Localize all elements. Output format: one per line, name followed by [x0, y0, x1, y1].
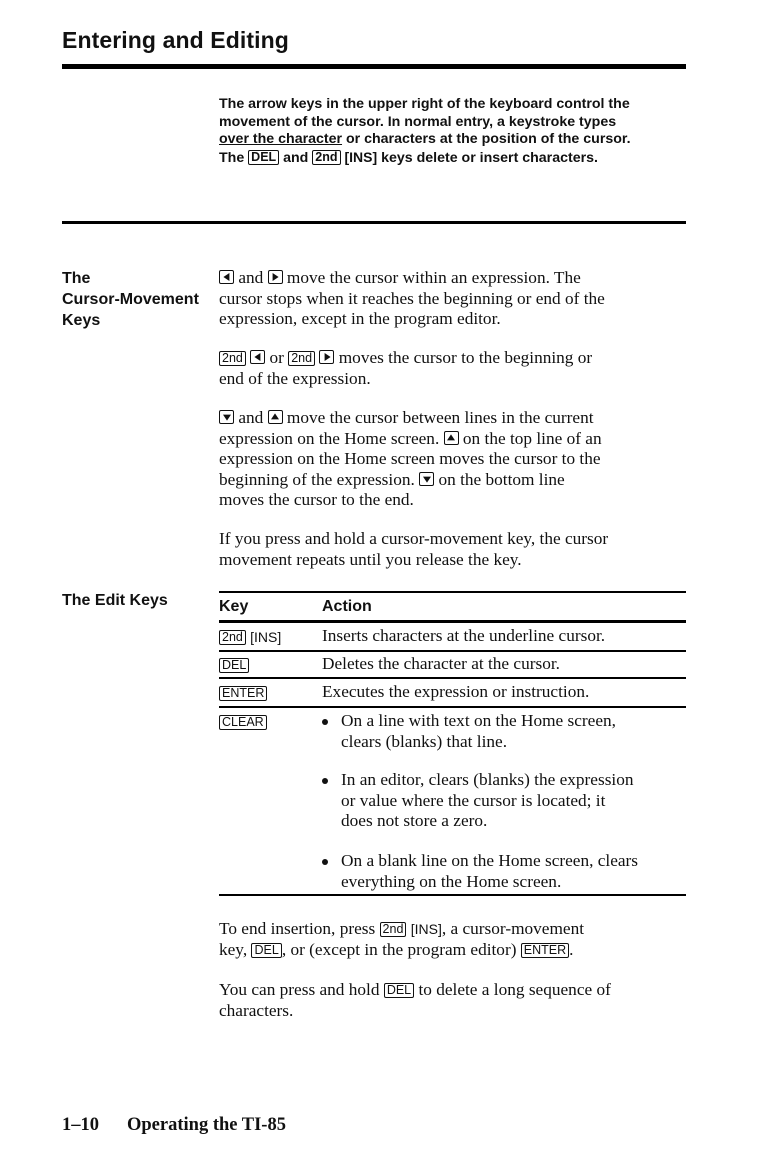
intro-line: movement of the cursor. In normal entry, a keystroke types	[219, 113, 617, 130]
cursor-paragraph-1	[219, 268, 691, 330]
page-number: 1–10	[62, 1115, 99, 1135]
text: everything on the Home screen.	[341, 871, 562, 891]
down-arrow-key-icon	[219, 410, 234, 424]
text-line: cursor stops when it reaches the beginning or end of the	[219, 288, 605, 308]
text-line	[219, 980, 691, 1001]
edit-section-title: The Edit Keys	[62, 592, 168, 609]
end-insertion-paragraph	[219, 919, 691, 960]
list-item	[322, 770, 692, 832]
ins-label: [INS]	[410, 921, 442, 937]
second-key-icon: 2nd	[312, 150, 340, 165]
text: To end insertion, press	[219, 919, 380, 938]
table-header-action: Action	[322, 598, 372, 615]
text: You can press and hold	[219, 980, 384, 999]
table-row-action: Deletes the character at the cursor.	[322, 654, 560, 673]
text-line: If you press and hold a cursor-movement key, the cursor	[219, 529, 609, 548]
section-rule	[62, 221, 686, 224]
table-row-rule	[219, 650, 686, 652]
bullet-text	[341, 711, 692, 752]
text: does not store a zero.	[341, 811, 488, 830]
intro-line: The arrow keys in the upper right of the keyboard control the	[219, 96, 630, 112]
intro-text: and	[279, 149, 313, 166]
heading-rule	[62, 64, 686, 69]
enter-key-icon: ENTER	[521, 943, 569, 958]
del-key-icon: DEL	[384, 983, 414, 998]
intro-line	[219, 131, 689, 149]
text-line	[219, 268, 691, 289]
second-key-icon: 2nd	[380, 922, 407, 937]
text: clears (blanks) that line.	[341, 731, 508, 751]
del-key-icon: DEL	[251, 943, 281, 958]
cursor-paragraph-4	[219, 529, 691, 570]
text: or value where the cursor is located; it	[341, 790, 606, 810]
text: On a line with text on the Home screen,	[341, 711, 616, 730]
intro-text: keys delete or insert characters.	[377, 149, 598, 166]
intro-text: The	[219, 149, 249, 166]
left-arrow-key-icon	[219, 270, 234, 284]
text: , a cursor-movement	[441, 919, 585, 938]
text: On a blank line on the Home screen, clears	[341, 851, 639, 870]
text: on the bottom line	[434, 469, 565, 489]
table-row-key	[219, 683, 267, 703]
text-line	[219, 919, 691, 940]
text: moves the cursor to the beginning or	[334, 348, 593, 367]
text: In an editor, clears (blanks) the expression	[341, 770, 634, 789]
table-row-action: Executes the expression or instruction.	[322, 682, 590, 701]
up-arrow-key-icon	[444, 431, 459, 445]
table-row-key	[219, 627, 281, 647]
text: or	[265, 348, 289, 367]
table-row-action: Inserts characters at the underline cursor.	[322, 626, 606, 645]
text-line: expression, except in the program editor.	[219, 309, 501, 328]
bullet-text	[341, 851, 692, 892]
text: move the cursor within an expression. The	[282, 268, 581, 287]
side-title-line: Keys	[62, 312, 101, 329]
text-line: movement repeats until you release the key.	[219, 549, 522, 569]
intro-line	[219, 149, 689, 168]
text-line: moves the cursor to the end.	[219, 490, 414, 509]
second-key-icon: 2nd	[219, 351, 246, 366]
text-line	[219, 429, 691, 450]
ins-label: [INS]	[344, 148, 378, 165]
text: on the top line of an	[458, 428, 602, 448]
list-item	[322, 711, 692, 752]
bullet-icon	[322, 859, 328, 865]
text-line	[219, 348, 691, 369]
text: .	[569, 939, 574, 959]
side-title-line: The	[62, 270, 91, 287]
bullet-icon	[322, 778, 328, 784]
cursor-paragraph-3	[219, 408, 691, 511]
text: key,	[219, 939, 252, 959]
text: move the cursor between lines in the current	[282, 408, 594, 427]
table-row-rule	[219, 706, 686, 708]
text: and	[234, 408, 268, 427]
bullet-icon	[322, 719, 328, 725]
table-row-key	[219, 712, 267, 732]
text: and	[234, 268, 268, 287]
side-title-line: Cursor-Movement	[62, 291, 199, 308]
page-footer	[62, 1115, 286, 1136]
right-arrow-key-icon	[319, 350, 334, 364]
table-bottom-rule	[219, 894, 686, 896]
second-key-icon: 2nd	[288, 351, 315, 366]
table-row-rule	[219, 677, 686, 679]
ins-label: [INS]	[250, 629, 282, 645]
text-line	[219, 940, 691, 961]
up-arrow-key-icon	[268, 410, 283, 424]
cursor-section-title	[62, 268, 199, 331]
text-line	[219, 408, 691, 429]
footer-title: Operating the TI-85	[127, 1115, 286, 1135]
text: expression on the Home screen.	[219, 428, 444, 448]
table-row-key	[219, 655, 249, 675]
table-top-rule	[219, 591, 686, 593]
intro-text: or characters at the position of the cursor.	[342, 131, 631, 147]
text-line: expression on the Home screen moves the cursor to the	[219, 449, 601, 468]
second-key-icon: 2nd	[219, 630, 246, 645]
cursor-paragraph-2	[219, 348, 691, 389]
table-header-rule	[219, 620, 686, 623]
text: to delete a long sequence of	[414, 980, 611, 999]
list-item	[322, 851, 692, 892]
table-header-key: Key	[219, 598, 249, 615]
hold-delete-paragraph	[219, 980, 691, 1021]
clear-key-icon: CLEAR	[219, 715, 267, 730]
enter-key-icon: ENTER	[219, 686, 267, 701]
text-line	[219, 470, 691, 491]
intro-paragraph	[219, 96, 689, 167]
text: , or (except in the program editor)	[281, 939, 521, 959]
intro-underlined-text: over the character	[219, 131, 343, 147]
bullet-text	[341, 770, 692, 832]
del-key-icon: DEL	[219, 658, 249, 673]
right-arrow-key-icon	[268, 270, 283, 284]
text: beginning of the expression.	[219, 469, 420, 489]
del-key-icon: DEL	[248, 150, 279, 165]
left-arrow-key-icon	[250, 350, 265, 364]
text-line: characters.	[219, 1000, 294, 1020]
text-line: end of the expression.	[219, 368, 371, 388]
page-heading: Entering and Editing	[62, 27, 289, 53]
down-arrow-key-icon	[419, 472, 434, 486]
